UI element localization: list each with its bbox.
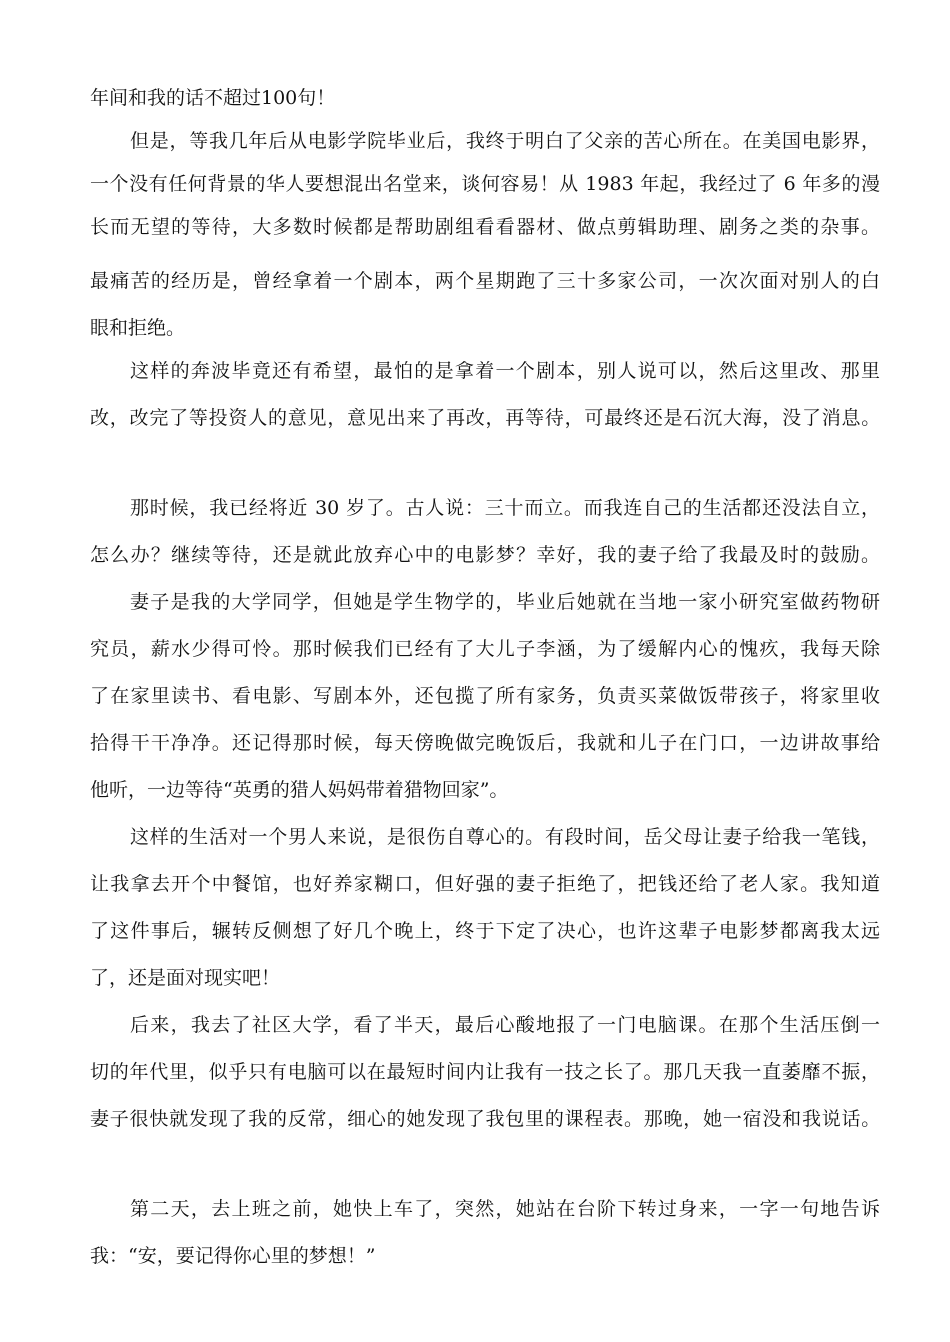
- text-line: 改，改完了等投资人的意见，意见出来了再改，再等待，可最终还是石沉大海，没了消息。: [90, 407, 880, 429]
- text-line: 第二天，去上班之前，她快上车了，突然，她站在台阶下转过身来，一字一句地告诉: [130, 1198, 880, 1220]
- text-line: 但是，等我几年后从电影学院毕业后，我终于明白了父亲的苦心所在。在美国电影界，: [130, 130, 880, 152]
- text-line: 最痛苦的经历是，曾经拿着一个剧本，两个星期跑了三十多家公司，一次次面对别人的白: [90, 270, 880, 292]
- text-line: 妻子很快就发现了我的反常，细心的她发现了我包里的课程表。那晚，她一宿没和我说话。: [90, 1108, 880, 1130]
- text-line: 让我拿去开个中餐馆，也好养家糊口，但好强的妻子拒绝了，把钱还给了老人家。我知道: [90, 873, 880, 895]
- text-line: 那时候，我已经将近 30 岁了。古人说：三十而立。而我连自己的生活都还没法自立，: [130, 497, 880, 519]
- text-line: 了这件事后，辗转反侧想了好几个晚上，终于下定了决心，也许这辈子电影梦都离我太远: [90, 920, 880, 942]
- text-line: 年间和我的话不超过100句！: [90, 87, 336, 109]
- text-line: 究员，薪水少得可怜。那时候我们已经有了大儿子李涵，为了缓解内心的愧疚，我每天除: [90, 638, 880, 660]
- text-line: 了，还是面对现实吧！: [90, 967, 281, 989]
- text-line: 我：“安，要记得你心里的梦想！”: [90, 1245, 376, 1267]
- text-line: 妻子是我的大学同学，但她是学生物学的，毕业后她就在当地一家小研究室做药物研: [130, 591, 880, 613]
- text-line: 这样的生活对一个男人来说，是很伤自尊心的。有段时间，岳父母让妻子给我一笔钱，: [130, 826, 880, 848]
- text-line: 一个没有任何背景的华人要想混出名堂来，谈何容易！从 1983 年起，我经过了 6 年多的漫: [90, 173, 880, 195]
- text-line: 长而无望的等待，大多数时候都是帮助剧组看看器材、做点剪辑助理、剧务之类的杂事。: [90, 216, 880, 238]
- text-line: 他听，一边等待“英勇的猎人妈妈带着猎物回家”。: [90, 779, 509, 801]
- text-line: 切的年代里，似乎只有电脑可以在最短时间内让我有一技之长了。那几天我一直萎靡不振，: [90, 1061, 880, 1083]
- text-line: 怎么办？继续等待，还是就此放弃心中的电影梦？幸好，我的妻子给了我最及时的鼓励。: [90, 544, 880, 566]
- text-line: 后来，我去了社区大学，看了半天，最后心酸地报了一门电脑课。在那个生活压倒一: [130, 1014, 880, 1036]
- text-line: 了在家里读书、看电影、写剧本外，还包揽了所有家务，负责买菜做饭带孩子，将家里收: [90, 685, 880, 707]
- text-line: 眼和拒绝。: [90, 317, 186, 339]
- text-line: 这样的奔波毕竟还有希望，最怕的是拿着一个剧本，别人说可以，然后这里改、那里: [130, 360, 880, 382]
- text-line: 拾得干干净净。还记得那时候，每天傍晚做完晚饭后，我就和儿子在门口，一边讲故事给: [90, 732, 880, 754]
